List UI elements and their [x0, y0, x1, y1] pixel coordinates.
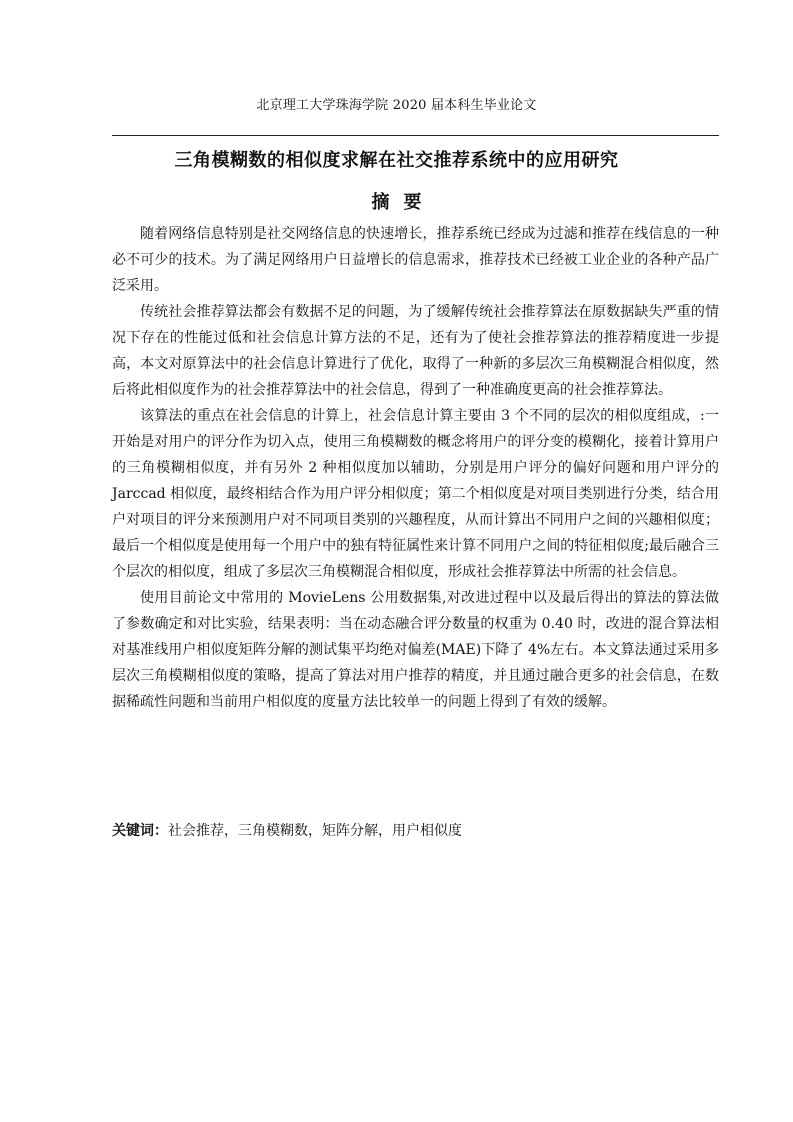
abstract-paragraph: 随着网络信息特别是社交网络信息的快速增长，推荐系统已经成为过滤和推荐在线信息的一种必不可少的技术。为了满足网络用户日益增长的信息需求，推荐技术已经被工业企业的各种产品广泛采用。 [112, 226, 719, 294]
keywords-label: 关键词： [112, 823, 168, 839]
header-divider [112, 135, 719, 136]
abstract-body [112, 221, 719, 715]
running-header: 北京理工大学珠海学院 2020 届本科生毕业论文 [256, 98, 537, 113]
paper-title: 三角模糊数的相似度求解在社交推荐系统中的应用研究 [174, 150, 619, 171]
abstract-paragraph: 使用目前论文中常用的 MovieLens 公用数据集,对改进过程中以及最后得出的算法的算法做了参数确定和对比实验，结果表明：当在动态融合评分数量的权重为 0.40 时，改进的混合算法相对基准线用户相似度矩阵分解的测试集平均绝对偏差(MAE)下降了 4%左右。本文算法通过采用多层次三角模糊相似度的策略，提高了算法对用户推荐的精度，并且通过融合更多的社会信息，在数据稀疏性问题和当前用户相似度的度量方法比较单一的问题上得到了有效的缓解。 [112, 590, 719, 710]
abstract-heading: 摘要 [371, 192, 436, 213]
keywords-line [112, 818, 719, 844]
abstract-paragraph: 传统社会推荐算法都会有数据不足的问题，为了缓解传统社会推荐算法在原数据缺失严重的情况下存在的性能过低和社会信息计算方法的不足，还有为了使社会推荐算法的推荐精度进一步提高，本文对原算法中的社会信息计算进行了优化，取得了一种新的多层次三角模糊混合相似度，然后将此相似度作为的社会推荐算法中的社会信息，得到了一种准确度更高的社会推荐算法。 [112, 304, 719, 398]
keywords-text: 社会推荐，三角模糊数，矩阵分解，用户相似度 [168, 823, 462, 839]
abstract-paragraph: 该算法的重点在社会信息的计算上，社会信息计算主要由 3 个不同的层次的相似度组成，:一开始是对用户的评分作为切入点，使用三角模糊数的概念将用户的评分变的模糊化，接着计算用户的三角模糊相似度，并有另外 2 种相似度加以辅助，分别是用户评分的偏好问题和用户评分的 Jarccad 相似度，最终相结合作为用户评分相似度；第二个相似度是对项目类别进行分类，结合用户对项目的评分来预测用户对不同项目类别的兴趣程度，从而计算出不同用户之间的兴趣相似度；最后一个相似度是使用每一个用户中的独有特征属性来计算不同用户之间的特征相似度;最后融合三个层次的相似度，组成了多层次三角模糊混合相似度，形成社会推荐算法中所需的社会信息。 [112, 408, 719, 580]
